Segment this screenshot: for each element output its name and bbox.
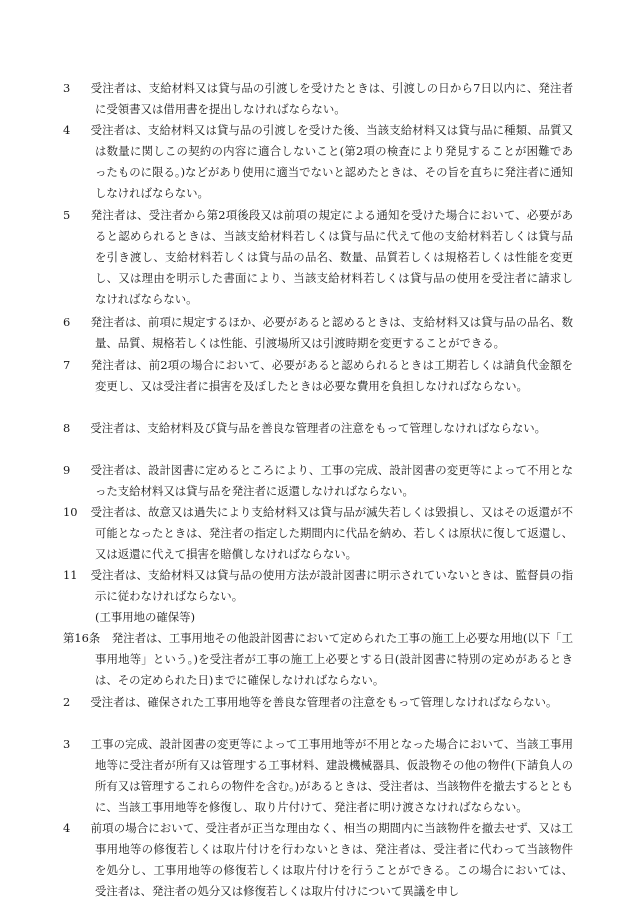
article-16-paragraph-3: 3 工事の完成、設計図書の変更等によって工事用地等が不用となった場合において、当該工事用地等に受注者が所有又は管理する工事材料、建設機械器具、仮設物その他の物件(下請負人の所有又は管理するこれらの物件を含む。)があるときは、受注者は、当該物件を撤去するとともに、当該工事用地等を修復し、取り片付けて、発注者に明け渡さなければならない。 [63, 737, 573, 814]
article-number: 第16条 [63, 631, 101, 645]
paragraph-text: 受注者は、支給材料又は貸与品の引渡しを受けたときは、引渡しの日から7日以内に、発注者に受領書又は借用書を提出しなければならない。 [90, 81, 573, 116]
paragraph-text: 発注者は、受注者から第2項後段又は前項の規定による通知を受けた場合において、必要があると認められるときは、当該支給材料若しくは貸与品に代えて他の支給材料若しくは貸与品を引き渡し、支給材料若しくは貸与品の品名、数量、品質若しくは規格若しくは性能を変更し、又は理由を明示した書面により、当該支給材料若しくは貸与品の使用を受注者に請求しなければならない。 [90, 208, 573, 306]
paragraph-text: 受注者は、支給材料又は貸与品の引渡しを受けた後、当該支給材料又は貸与品に種類、品質又は数量に関しこの契約の内容に適合しないこと(第2項の検査により発見することが困難であったものに限る。)などがあり使用に適当でないと認めたときは、その旨を直ちに発注者に通知しなければならない。 [90, 123, 573, 200]
paragraph-6: 6 発注者は、前項に規定するほか、必要があると認めるときは、支給材料又は貸与品の品名、数量、品質、規格若しくは性能、引渡場所又は引渡時期を変更することができる。 [63, 315, 573, 350]
paragraph-text: 受注者は、確保された工事用地等を善良な管理者の注意をもって管理しなければならない。 [90, 695, 558, 709]
paragraph-text: 受注者は、支給材料又は貸与品の使用方法が設計図書に明示されていないときは、監督員の指示に従わなければならない。 [90, 568, 573, 603]
paragraph-3: 3 受注者は、支給材料又は貸与品の引渡しを受けたときは、引渡しの日から7日以内に、発注者に受領書又は借用書を提出しなければならない。 [63, 81, 573, 116]
paragraph-9: 9 受注者は、設計図書に定めるところにより、工事の完成、設計図書の変更等によって不用となった支給材料又は貸与品を発注者に返還しなければならない。 [63, 463, 573, 498]
paragraph-text: 前項の場合において、受注者が正当な理由なく、相当の期間内に当該物件を撤去せず、又は工事用地等の修復若しくは取片付けを行わないときは、発注者は、受注者に代わって当該物件を処分し、工事用地等の修復若しくは取片付けを行うことができる。この場合においては、受注者は、発注者の処分又は修復若しくは取片付けについて異議を申し [90, 821, 573, 898]
article-text: 発注者は、工事用地その他設計図書において定められた工事の施工上必要な用地(以下「工事用地等」という。)を受注者が工事の施工上必要とする日(設計図書に特別の定めがあるときは、その定められた日)までに確保しなければならない。 [95, 631, 573, 687]
article-16 [63, 628, 573, 691]
article-16-paragraph-4: 4 前項の場合において、受注者が正当な理由なく、相当の期間内に当該物件を撤去せず、又は工事用地等の修復若しくは取片付けを行わないときは、発注者は、受注者に代わって当該物件を処分し、工事用地等の修復若しくは取片付けを行うことができる。この場合においては、受注者は、発注者の処分又は修復若しくは取片付けについて異議を申し [63, 821, 573, 898]
paragraph-11: 11 受注者は、支給材料又は貸与品の使用方法が設計図書に明示されていないときは、監督員の指示に従わなければならない。 [63, 568, 573, 603]
article-caption: (工事用地の確保等) [95, 610, 196, 624]
paragraph-10: 10 受注者は、故意又は過失により支給材料又は貸与品が滅失若しくは毀損し、又はその返還が不可能となったときは、発注者の指定した期間内に代品を納め、若しくは原状に復して返還し、又は返還に代えて損害を賠償しなければならない。 [63, 505, 573, 561]
paragraph-7: 7 発注者は、前2項の場合において、必要があると認められるときは工期若しくは請負代金額を変更し、又は受注者に損害を及ぼしたときは必要な費用を負担しなければならない。 [63, 358, 573, 393]
paragraph-text: 受注者は、設計図書に定めるところにより、工事の完成、設計図書の変更等によって不用となった支給材料又は貸与品を発注者に返還しなければならない。 [90, 463, 573, 498]
paragraph-text: 受注者は、故意又は過失により支給材料又は貸与品が滅失若しくは毀損し、又はその返還が不可能となったときは、発注者の指定した期間内に代品を納め、若しくは原状に復して返還し、又は返還に代えて損害を賠償しなければならない。 [90, 505, 573, 561]
paragraph-4: 4 受注者は、支給材料又は貸与品の引渡しを受けた後、当該支給材料又は貸与品に種類、品質又は数量に関しこの契約の内容に適合しないこと(第2項の検査により発見することが困難であったものに限る。)などがあり使用に適当でないと認めたときは、その旨を直ちに発注者に通知しなければならない。 [63, 123, 573, 200]
paragraph-text: 発注者は、前2項の場合において、必要があると認められるときは工期若しくは請負代金額を変更し、又は受注者に損害を及ぼしたときは必要な費用を負担しなければならない。 [90, 358, 573, 393]
paragraph-text: 工事の完成、設計図書の変更等によって工事用地等が不用となった場合において、当該工事用地等に受注者が所有又は管理する工事材料、建設機械器具、仮設物その他の物件(下請負人の所有又は管理するこれらの物件を含む。)があるときは、受注者は、当該物件を撤去するとともに、当該工事用地等を修復し、取り片付けて、発注者に明け渡さなければならない。 [90, 737, 573, 814]
paragraph-text: 発注者は、前項に規定するほか、必要があると認めるときは、支給材料又は貸与品の品名、数量、品質、規格若しくは性能、引渡場所又は引渡時期を変更することができる。 [90, 315, 573, 350]
paragraph-text: 受注者は、支給材料及び貸与品を善良な管理者の注意をもって管理しなければならない。 [90, 421, 547, 435]
paragraph-8: 8 受注者は、支給材料及び貸与品を善良な管理者の注意をもって管理しなければならない。 [63, 421, 547, 435]
article-16-paragraph-2: 2 受注者は、確保された工事用地等を善良な管理者の注意をもって管理しなければならない。 [63, 695, 558, 709]
paragraph-5: 5 発注者は、受注者から第2項後段又は前項の規定による通知を受けた場合において、必要があると認められるときは、当該支給材料若しくは貸与品に代えて他の支給材料若しくは貸与品を引き渡し、支給材料若しくは貸与品の品名、数量、品質若しくは規格若しくは性能を変更し、又は理由を明示した書面により、当該支給材料若しくは貸与品の使用を受注者に請求しなければならない。 [63, 208, 573, 306]
